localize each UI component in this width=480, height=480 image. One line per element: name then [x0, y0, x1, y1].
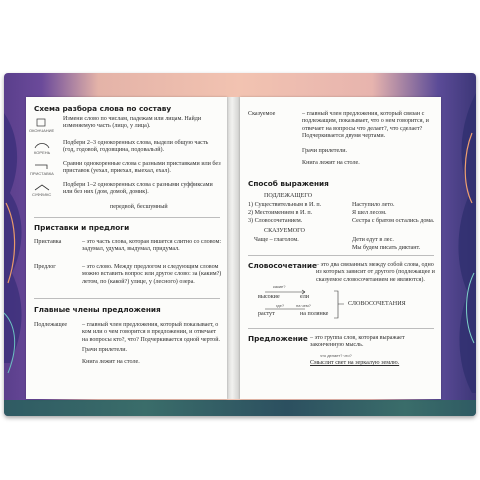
subject-expression-header: ПОДЛЕЖАЩЕГО — [264, 193, 313, 199]
right-page — [240, 97, 441, 399]
section-title-prefixes-prepositions: Приставки и предлоги — [34, 223, 130, 232]
ending-icon — [35, 118, 48, 127]
phrase-question-3: на чем? — [296, 303, 311, 308]
phrase-word-4: на полянке — [300, 311, 329, 317]
predicate-example-2: Книга лежит на столе. — [302, 160, 360, 166]
predicate-example-way-1: Дети едут в лес. — [352, 237, 394, 243]
subject-way-2: 2) Местоимением в И. п. — [248, 210, 313, 216]
section-title-morphemes: Схема разбора слова по составу — [34, 104, 172, 113]
phrase-word-3: растут — [258, 311, 275, 317]
sentence-questions: что делает? что? — [320, 353, 352, 358]
predicate-example-way-2: Мы будем писать диктант. — [352, 245, 421, 251]
phrase-question-2: где? — [276, 303, 285, 308]
book-spine — [227, 97, 240, 399]
predicate-definition: – главный член предложения, который связан с подлежащим, показывает, что о нем говорится, и отвечает на вопросы что делает?, что сделает? Подчеркивается двумя чертами. — [302, 111, 429, 139]
divider — [34, 217, 220, 218]
predicate-way: Чаще – глаголом. — [254, 237, 299, 243]
root-icon-label: КОРЕНЬ — [34, 150, 51, 155]
section-title-phrase: Словосочетание — [248, 261, 317, 270]
subject-example-way-2: Я шел лесом. — [352, 210, 387, 216]
prefix-rule-text: Сравни однокоренные слова с разными приставками или без приставок (уехал, приехал, выехал, ехал). — [63, 161, 221, 175]
book-cover-bottom-stripe — [4, 400, 476, 416]
subject-example-2: Книга лежит на столе. — [82, 359, 140, 365]
root-rule-text: Подбери 2–3 однокоренных слова, выдели общую часть (год, годовой, годовщина, подовальзй). — [63, 140, 209, 154]
term-predicate: Сказуемое — [248, 111, 276, 117]
subject-example-way-3: Сестра с братом остались дома. — [352, 218, 435, 224]
phrase-word-1: высокие — [258, 294, 280, 300]
subject-way-3: 3) Словосочетанием. — [248, 218, 303, 224]
subject-example-way-1: Наступило лето. — [352, 202, 395, 208]
cover-leaf-decoration-right — [442, 73, 476, 416]
section-title-sentence: Предложение — [248, 334, 308, 343]
suffix-rule-text: Подбери 1–2 однокоренных слова с разными суффиксами или без них (дом, домой, домик). — [63, 182, 213, 196]
left-page — [26, 97, 227, 399]
sentence-example: Смыслит свет на зеркалую землю. — [310, 360, 400, 366]
subject-way-1: 1) Существительным в И. п. — [248, 202, 322, 208]
divider — [34, 298, 220, 299]
suffix-icon-label: СУФФИКС — [32, 192, 52, 197]
ending-rule-text: Измени слово по числам, падежам или лицам. Найди изменяемую часть (лицо, у лица). — [63, 116, 202, 130]
phrase-bracket — [332, 290, 346, 320]
term-prefix: Приставка — [34, 239, 62, 245]
sentence-definition: – это группа слов, которая выражает законченную мысль. — [310, 335, 405, 349]
morpheme-example: передвой, бесшумный — [110, 204, 168, 210]
prefix-icon — [34, 163, 50, 170]
term-subject: Подлежащее — [34, 322, 68, 328]
section-title-expression: Способ выражения — [248, 179, 329, 188]
prefix-icon-label: ПРИСТАВКА — [30, 171, 54, 176]
phrase-word-2: ели — [300, 294, 310, 300]
phrase-bracket-label: СЛОВОСОЧЕТАНИЯ — [348, 301, 406, 307]
term-preposition: Предлог — [34, 264, 56, 270]
root-icon — [34, 142, 50, 149]
subject-example-1: Грачи прилетели. — [82, 347, 128, 353]
predicate-expression-header: СКАЗУЕМОГО — [264, 228, 305, 234]
predicate-example-1: Грачи прилетели. — [302, 148, 348, 154]
preposition-definition: – это слово. Между предлогом и следующим словом можно вставить вопрос или другое слово: за (каким?) летом, по (какой?) улице, у (лесного) озера. — [82, 264, 222, 285]
phrase-definition: – это два связанных между собой слова, одно из которых зависит от другого (подлежащее и сказуемое словосочетанием не являются). — [316, 262, 435, 283]
divider — [248, 255, 434, 256]
phrase-question-1: какие? — [273, 284, 286, 289]
suffix-icon — [34, 184, 50, 191]
divider — [248, 328, 434, 329]
section-title-main-parts: Главные члены предложения — [34, 305, 161, 314]
prefix-definition: – это часть слова, которая пишется слитно со словом: задумал, удумал, выдумал, придумал. — [82, 239, 222, 253]
ending-icon-label: ОКОНЧАНИЕ — [29, 128, 55, 133]
subject-definition: – главный член предложения, который показывает, о ком или о чем говорится в предложении, и отвечает на вопросы кто?, что? Подчеркивается одной чертой. — [82, 322, 220, 343]
